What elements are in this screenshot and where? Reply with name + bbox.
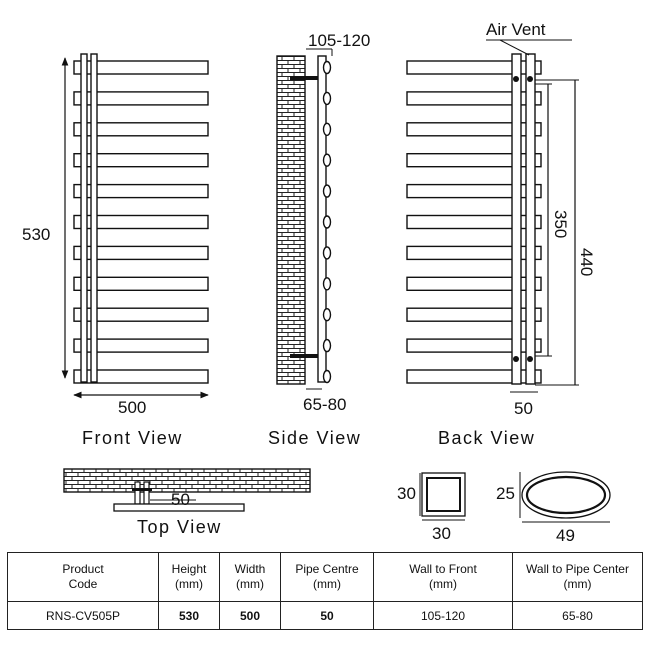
col-width: Width (mm) xyxy=(220,553,281,602)
side-rail-end xyxy=(324,340,331,352)
cell-wall-to-front: 105-120 xyxy=(374,602,513,630)
side-rail-end xyxy=(324,185,331,197)
top-bracket xyxy=(132,488,152,491)
back-pipe-left xyxy=(512,54,521,384)
cell-height: 530 xyxy=(159,602,220,630)
oval-height-dim: 25 xyxy=(496,484,515,503)
col-pipe-centre: Pipe Centre (mm) xyxy=(281,553,374,602)
top-pipe-a xyxy=(135,482,140,504)
side-rail-end xyxy=(324,92,331,104)
front-height-dim: 530 xyxy=(22,225,51,244)
side-view-label: Side View xyxy=(268,428,362,448)
col-wall-to-front: Wall to Front (mm) xyxy=(374,553,513,602)
side-rail-end xyxy=(324,154,331,166)
side-rail-end xyxy=(324,216,331,228)
oval-width-dim: 49 xyxy=(556,526,575,545)
col-wall-to-pipe-center: Wall to Pipe Center (mm) xyxy=(513,553,643,602)
col-height: Height (mm) xyxy=(159,553,220,602)
side-rail-end xyxy=(324,62,331,74)
side-wall xyxy=(277,56,305,384)
back-bracket-top-right xyxy=(527,76,533,82)
cell-wall-to-pipe-center: 65-80 xyxy=(513,602,643,630)
side-view xyxy=(268,31,370,448)
cell-pipe-centre: 50 xyxy=(281,602,374,630)
top-view-label: Top View xyxy=(137,517,222,537)
cell-width: 500 xyxy=(220,602,281,630)
cell-product-code: RNS-CV505P xyxy=(8,602,159,630)
front-pipe-left xyxy=(81,54,87,382)
top-wall xyxy=(64,469,310,492)
side-rail-end xyxy=(324,309,331,321)
spec-header-row xyxy=(8,553,643,602)
front-pipe-right xyxy=(91,54,97,382)
top-pipe-b xyxy=(144,482,149,504)
square-width-dim: 30 xyxy=(432,524,451,543)
back-bracket-top-left xyxy=(513,76,519,82)
back-pipe-right xyxy=(526,54,535,384)
spec-table xyxy=(7,552,643,630)
side-wall-to-pipe-dim: 65-80 xyxy=(303,395,347,414)
square-height-dim: 30 xyxy=(397,484,416,503)
square-profile xyxy=(397,473,465,543)
side-wall-to-front-dim: 105-120 xyxy=(308,31,371,50)
back-view-label: Back View xyxy=(438,428,536,448)
oval-profile-inner xyxy=(527,477,605,513)
side-bracket-bottom xyxy=(290,354,318,358)
table-row xyxy=(8,602,643,630)
air-vent-pointer xyxy=(500,40,529,55)
back-bracket-bottom-right xyxy=(527,356,533,362)
square-profile-inner xyxy=(427,478,460,511)
front-view-label: Front View xyxy=(82,428,183,448)
col-product-code: Product Code xyxy=(8,553,159,602)
front-width-dim: 500 xyxy=(118,398,147,417)
back-inner-dim: 350 xyxy=(551,210,570,239)
oval-profile xyxy=(496,472,610,545)
side-bracket-top xyxy=(290,76,318,80)
back-bracket-bottom-left xyxy=(513,356,519,362)
side-rail-end xyxy=(324,278,331,290)
air-vent-label: Air Vent xyxy=(486,20,546,39)
top-view xyxy=(64,469,310,537)
back-outer-dim: 440 xyxy=(577,248,596,277)
front-view xyxy=(22,54,208,448)
side-rail-end xyxy=(324,371,331,383)
back-view xyxy=(407,20,596,448)
top-pipe-dim: 50 xyxy=(171,490,190,509)
side-rail-end xyxy=(324,123,331,135)
back-pipe-centre-dim: 50 xyxy=(514,399,533,418)
side-rail-end xyxy=(324,247,331,259)
